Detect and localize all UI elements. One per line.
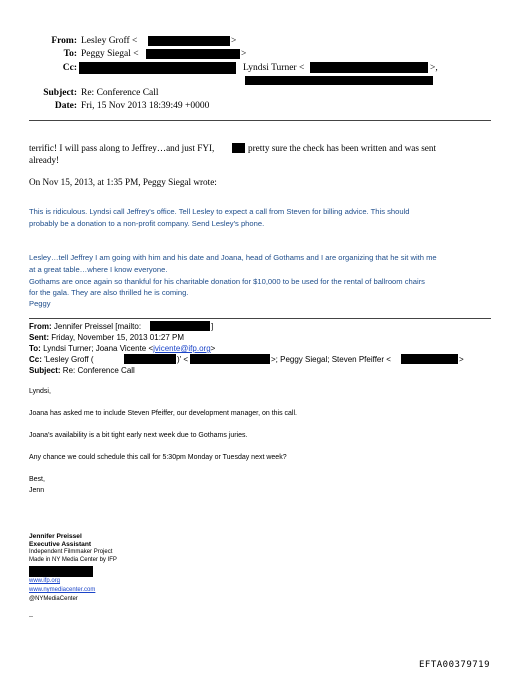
fwd-from-close: ] bbox=[211, 322, 214, 331]
peggy-p1-line2: probably be a donation to a non-profit company. Send Lesley's phone. bbox=[29, 219, 265, 228]
header-divider bbox=[29, 120, 491, 121]
reply-line1-a: terrific! I will pass along to Jeffrey…and just FYI, bbox=[29, 143, 215, 153]
from-value: Lesley Groff < bbox=[81, 36, 138, 46]
peggy-signoff: Peggy bbox=[29, 299, 51, 308]
fwd-cc-mid: )' < bbox=[177, 355, 189, 364]
to-label: To: bbox=[63, 49, 77, 59]
date-value: Fri, 15 Nov 2013 18:39:49 +0000 bbox=[81, 101, 210, 111]
cc-value: Lyndsi Turner < bbox=[243, 63, 305, 73]
redaction-box bbox=[29, 566, 93, 577]
fwd-sent-value: Friday, November 15, 2013 01:27 PM bbox=[51, 333, 185, 342]
fwd-cc-close: > bbox=[459, 355, 464, 364]
sig-name: Jennifer Preissel bbox=[29, 533, 82, 540]
fwd-subject-row bbox=[29, 366, 135, 375]
to-close: > bbox=[241, 49, 247, 59]
forward-divider bbox=[29, 318, 491, 319]
redaction-box bbox=[232, 143, 245, 153]
reply-line1-b: pretty sure the check has been written and was sent bbox=[248, 143, 437, 153]
cc-label: Cc: bbox=[62, 63, 77, 73]
peggy-p1-line1: This is ridiculous. Lyndsi call Jeffrey's office. Tell Lesley to expect a call from Steven for billing advice. This should bbox=[29, 207, 410, 216]
redaction-box bbox=[401, 354, 458, 364]
redaction-box bbox=[310, 62, 428, 73]
fwd-to-email-link[interactable]: jvicente@ifp.org bbox=[153, 344, 211, 353]
fwd-cc-tail: >; Peggy Siegal; Steven Pfeiffer < bbox=[271, 355, 391, 364]
quote-intro: On Nov 15, 2013, at 1:35 PM, Peggy Siegal wrote: bbox=[29, 177, 217, 187]
redaction-box bbox=[190, 354, 270, 364]
redaction-box bbox=[148, 36, 230, 46]
fwd-from-value: Jennifer Preissel [mailto: bbox=[53, 322, 142, 331]
redaction-box bbox=[245, 76, 433, 85]
subject-value: Re: Conference Call bbox=[81, 88, 159, 98]
subject-label: Subject: bbox=[43, 88, 77, 98]
redaction-box bbox=[146, 49, 240, 59]
fwd-cc-row bbox=[29, 355, 94, 364]
redaction-box bbox=[79, 62, 236, 74]
sig-made: Made in NY Media Center by IFP bbox=[29, 557, 117, 563]
fwd-sent-row bbox=[29, 333, 184, 342]
fwd-from-label: From: bbox=[29, 322, 52, 331]
peggy-p2-line1: Lesley…tell Jeffrey I am going with him and his date and Joana, head of Gothams and I are organizing that he sit with me bbox=[29, 253, 437, 262]
sig-link-nymediacenter[interactable]: www.nymediacenter.com bbox=[29, 587, 96, 593]
sig-dashes: -- bbox=[29, 614, 33, 620]
peggy-p2-line3: Gothams are once again so thankful for his charitable donation for $10,000 to be used for the rental of ballroom chairs bbox=[29, 277, 425, 286]
fwd-to-value: Lyndsi Turner; Joana Vicente < bbox=[43, 344, 154, 353]
cc-close: >, bbox=[430, 63, 438, 73]
reply-line2: already! bbox=[29, 155, 60, 165]
jenn-closing: Best, bbox=[29, 476, 45, 483]
jenn-line2: Joana's availability is a bit tight early next week due to Gothams juries. bbox=[29, 432, 248, 439]
peggy-p2-line2: at a great table…where I know everyone. bbox=[29, 265, 168, 274]
fwd-from-row bbox=[29, 322, 141, 331]
from-close: > bbox=[231, 36, 237, 46]
to-value: Peggy Siegal < bbox=[81, 49, 139, 59]
peggy-p2-line4: for the gala. They are also thrilled he is coming. bbox=[29, 288, 189, 297]
from-label: From: bbox=[51, 36, 77, 46]
jenn-line3: Any chance we could schedule this call for 5:30pm Monday or Tuesday next week? bbox=[29, 454, 287, 461]
sig-handle: @NYMediaCenter bbox=[29, 596, 78, 602]
redaction-box bbox=[124, 354, 176, 364]
fwd-to-close: > bbox=[210, 344, 216, 353]
sig-org: Independent Filmmaker Project bbox=[29, 549, 113, 555]
fwd-subject-value: Re: Conference Call bbox=[62, 366, 135, 375]
redaction-box bbox=[150, 321, 210, 331]
jenn-greeting: Lyndsi, bbox=[29, 388, 51, 395]
fwd-subject-label: Subject: bbox=[29, 366, 61, 375]
fwd-to-label: To: bbox=[29, 344, 41, 353]
sig-title: Executive Assistant bbox=[29, 541, 92, 548]
sig-link-ifp[interactable]: www.ifp.org bbox=[29, 578, 61, 584]
jenn-line1: Joana has asked me to include Steven Pfeiffer, our development manager, on this call. bbox=[29, 410, 297, 417]
document-id: EFTA00379719 bbox=[419, 660, 491, 670]
fwd-sent-label: Sent: bbox=[29, 333, 49, 342]
jenn-name: Jenn bbox=[29, 487, 45, 494]
fwd-cc-value: 'Lesley Groff ( bbox=[44, 355, 94, 364]
date-label: Date: bbox=[54, 101, 77, 111]
fwd-to-row bbox=[29, 344, 215, 353]
fwd-cc-label: Cc: bbox=[29, 355, 42, 364]
